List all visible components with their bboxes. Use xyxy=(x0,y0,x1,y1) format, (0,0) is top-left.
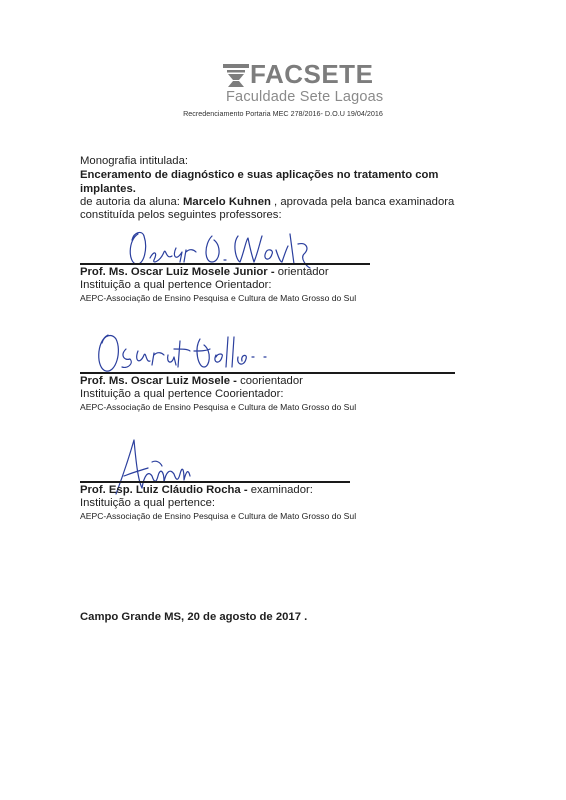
signature-line-3 xyxy=(80,481,350,483)
examiner-3-institution: AEPC-Associação de Ensino Pesquisa e Cultura de Mato Grosso do Sul xyxy=(80,511,357,521)
author-prefix: de autoria da aluna: xyxy=(80,196,184,208)
author-suffix: , aprovada pela banca examinadora xyxy=(270,196,455,208)
examiner-1-name: Prof. Ms. Oscar Luiz Mosele Junior - xyxy=(80,266,278,278)
signature-orientador xyxy=(120,222,330,272)
facsete-emblem-icon xyxy=(222,63,250,89)
monografia-label: Monografia intitulada: xyxy=(80,155,189,167)
author-name: Marcelo Kuhnen xyxy=(183,196,271,208)
examiner-3-role: examinador: xyxy=(250,484,313,496)
logo-subtitle: Faculdade Sete Lagoas xyxy=(226,89,384,105)
examiner-2-name: Prof. Ms. Oscar Luiz Mosele - xyxy=(80,375,241,387)
signature-line-1 xyxy=(80,263,370,265)
signature-coorientador xyxy=(92,327,302,382)
examiner-3-name: Prof. Esp. Luiz Cláudio Rocha - xyxy=(80,484,251,496)
examiner-2-line xyxy=(80,375,303,387)
examiner-3-line xyxy=(80,484,313,496)
author-line xyxy=(80,196,454,208)
examiner-1-role: orientador xyxy=(277,266,329,278)
facsete-logo xyxy=(222,59,384,110)
examiner-2-institution-label: Instituição a qual pertence Coorientador: xyxy=(80,388,284,400)
examiner-1-institution-label: Instituição a qual pertence Orientador: xyxy=(80,279,272,291)
place-date: Campo Grande MS, 20 de agosto de 2017 . xyxy=(80,611,308,623)
examiner-1-line xyxy=(80,266,329,278)
signature-line-2 xyxy=(80,372,455,374)
examiner-2-role: coorientador xyxy=(240,375,303,387)
monografia-title-line1: Enceramento de diagnóstico e suas aplicações no tratamento com xyxy=(80,169,439,181)
logo-name: FACSETE xyxy=(250,59,374,89)
author-line2: constituída pelos seguintes professores: xyxy=(80,209,282,221)
recredenciamento-text: Recredenciamento Portaria MEC 278/2016- D.O.U 19/04/2016 xyxy=(183,109,383,118)
monografia-title-line2: implantes. xyxy=(80,183,136,195)
examiner-2-institution: AEPC-Associação de Ensino Pesquisa e Cultura de Mato Grosso do Sul xyxy=(80,402,357,412)
examiner-3-institution-label: Instituição a qual pertence: xyxy=(80,497,216,509)
examiner-1-institution: AEPC-Associação de Ensino Pesquisa e Cultura de Mato Grosso do Sul xyxy=(80,293,357,303)
